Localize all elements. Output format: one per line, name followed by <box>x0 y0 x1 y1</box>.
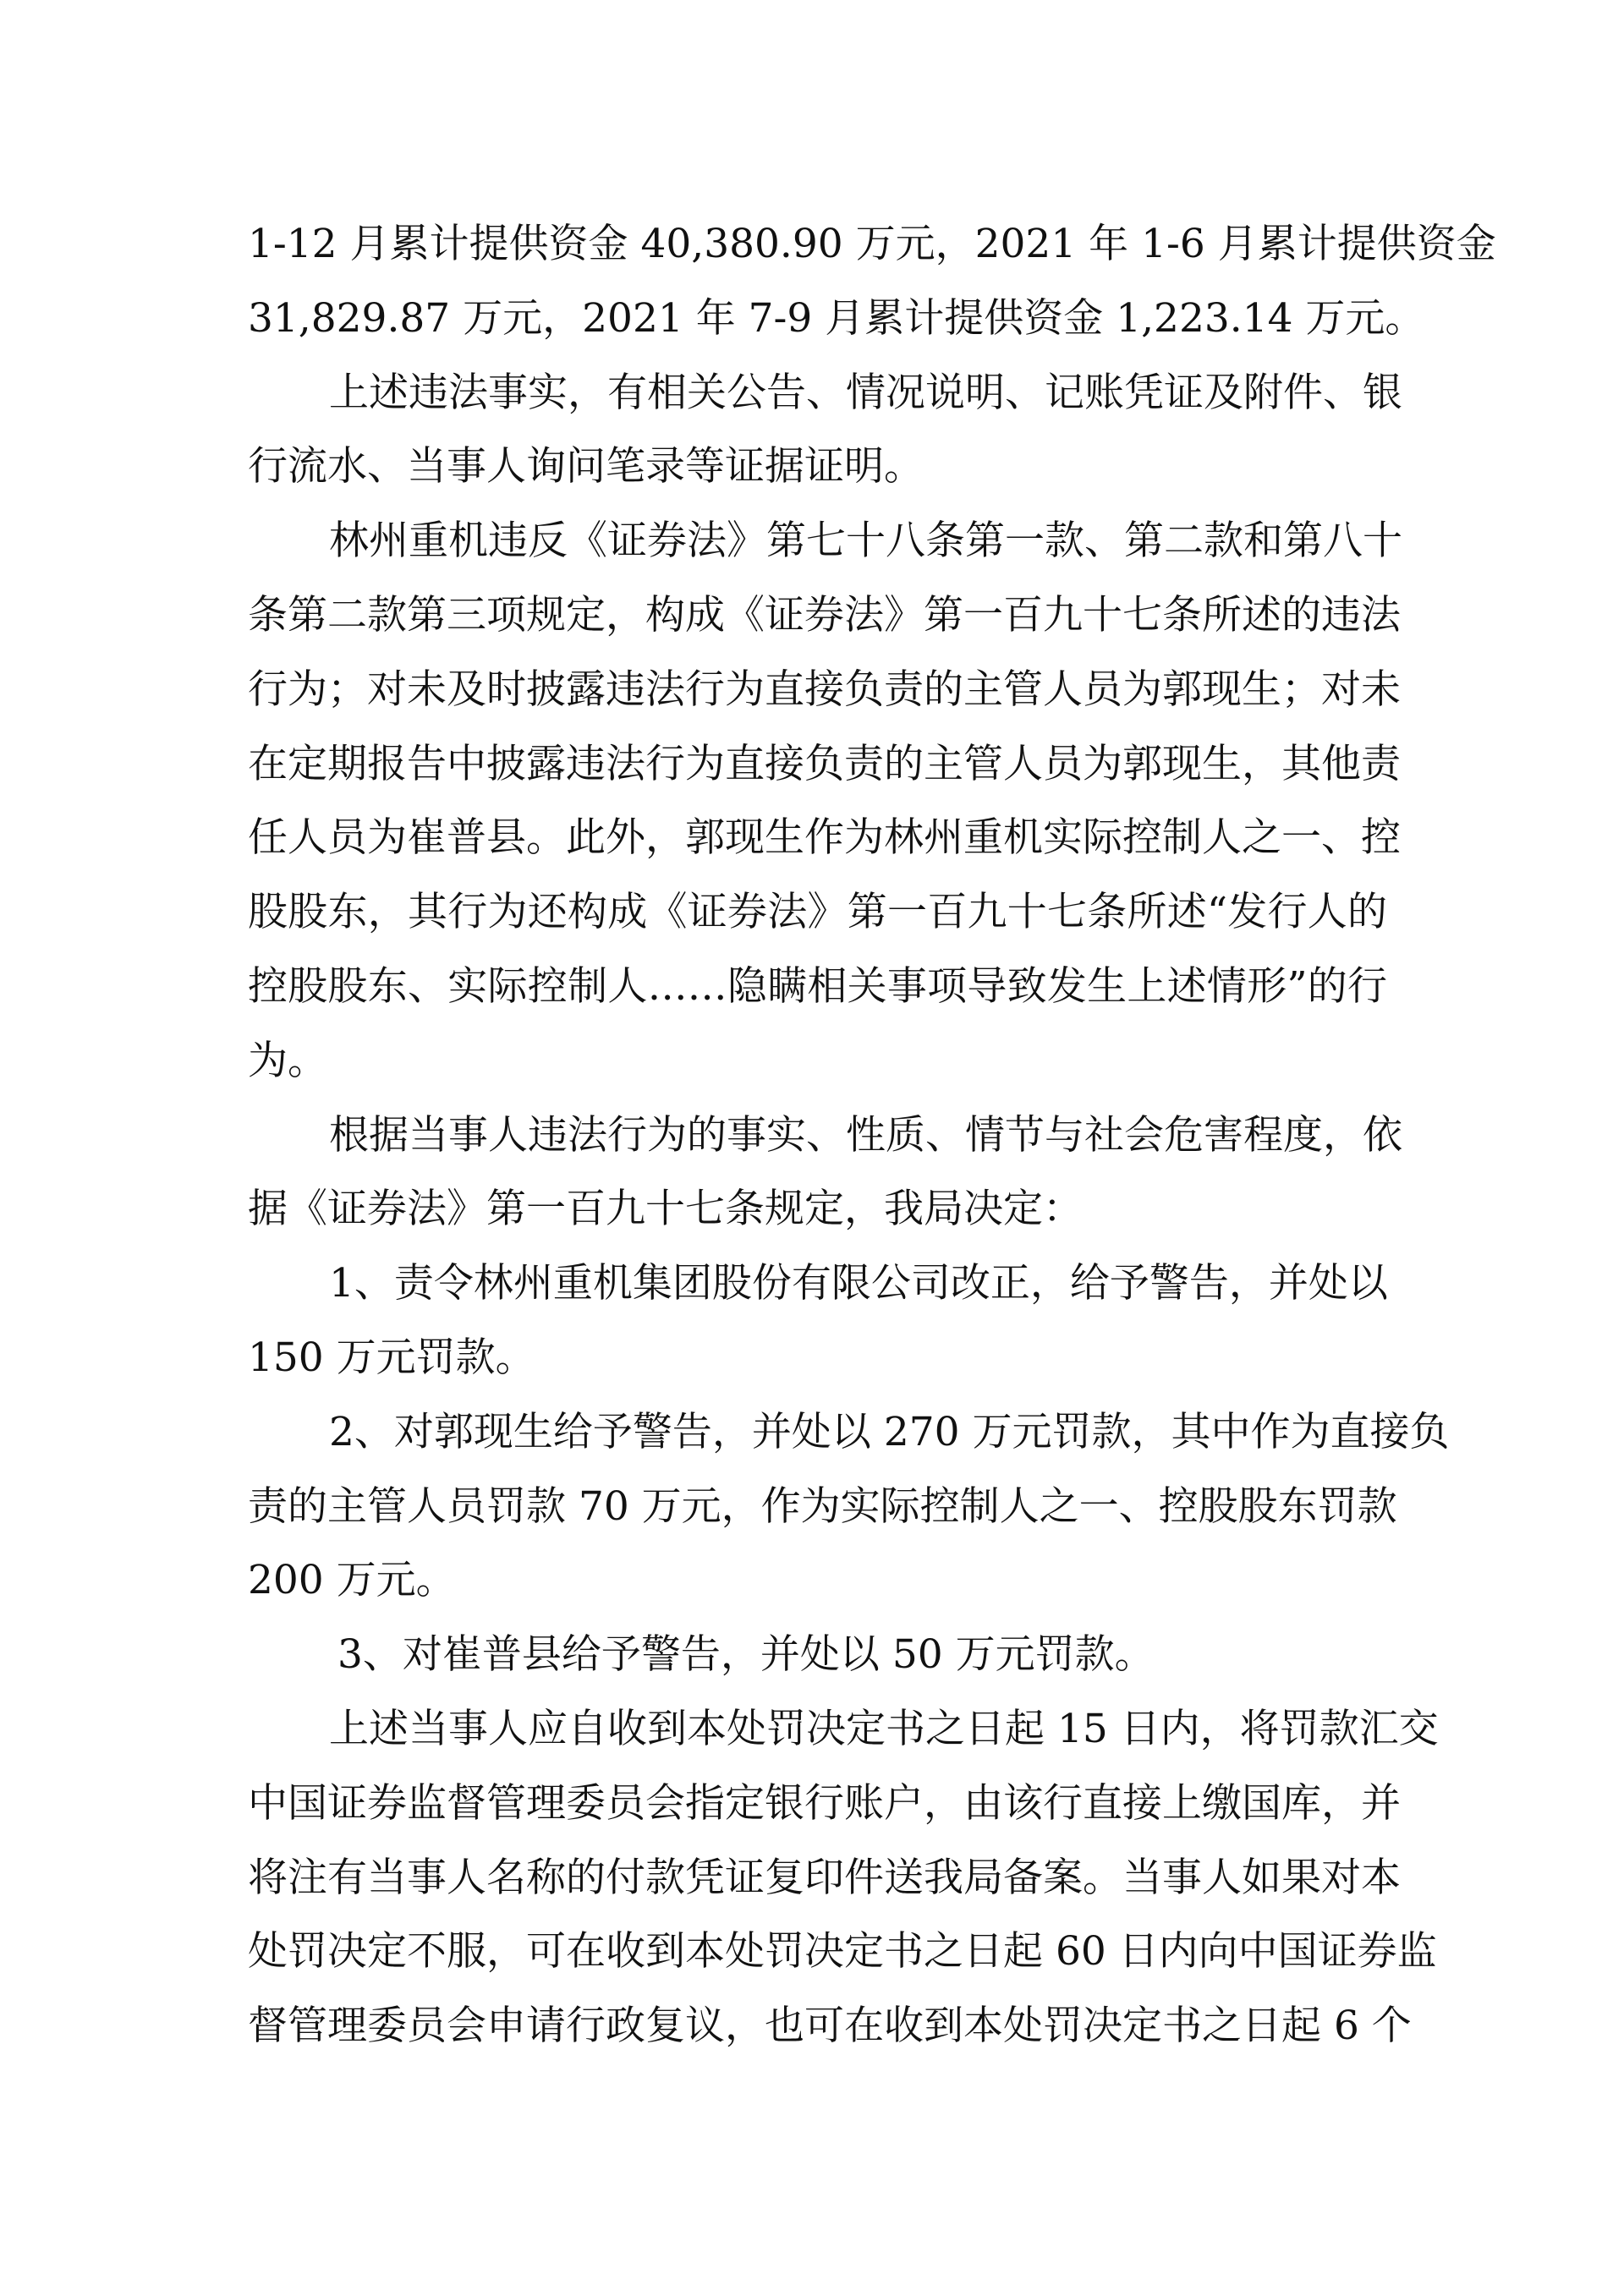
text-line: 1、责令林州重机集团股份有限公司改正，给予警告，并处以 <box>329 1260 1388 1307</box>
text-line: 上述当事人应自收到本处罚决定书之日起 15 日内，将罚款汇交 <box>329 1705 1439 1752</box>
text-line: 3、对崔普县给予警告，并处以 50 万元罚款。 <box>337 1631 1155 1679</box>
text-line: 将注有当事人名称的付款凭证复印件送我局备案。当事人如果对本 <box>248 1854 1401 1901</box>
text-line: 股股东，其行为还构成《证券法》第一百九十七条所述“发行人的 <box>248 889 1387 936</box>
text-line: 处罚决定不服，可在收到本处罚决定书之日起 60 日内向中国证券监 <box>248 1928 1437 1975</box>
text-line: 行流水、当事人询问笔录等证据证明。 <box>248 443 924 490</box>
text-line: 督管理委员会申请行政复议，也可在收到本处罚决定书之日起 6 个 <box>248 2003 1412 2050</box>
paragraph <box>248 356 1402 505</box>
text-line: 150 万元罚款。 <box>248 1334 535 1381</box>
text-line: 31,829.87 万元，2021 年 7-9 月累计提供资金 1,223.14 万元。 <box>248 294 1425 342</box>
paragraph <box>248 1395 1450 1618</box>
paragraph <box>248 1618 1387 1692</box>
text-line: 责的主管人员罚款 70 万元，作为实际控制人之一、控股股东罚款 <box>248 1482 1397 1530</box>
text-line: 2、对郭现生给予警告，并处以 270 万元罚款，其中作为直接负 <box>329 1408 1450 1455</box>
text-line: 中国证券监督管理委员会指定银行账户，由该行直接上缴国库，并 <box>248 1779 1401 1827</box>
text-line: 条第二款第三项规定，构成《证券法》第一百九十七条所述的违法 <box>248 591 1401 638</box>
paragraph <box>248 504 1402 1098</box>
paragraph <box>248 207 1496 356</box>
text-line: 控股股东、实际控制人……隐瞒相关事项导致发生上述情形”的行 <box>248 962 1387 1010</box>
text-line: 上述违法事实，有相关公告、情况说明、记账凭证及附件、银 <box>329 369 1402 416</box>
text-line: 任人员为崔普县。此外，郭现生作为林州重机实际控制人之一、控 <box>248 814 1401 862</box>
text-line: 行为；对未及时披露违法行为直接负责的主管人员为郭现生；对未 <box>248 666 1401 713</box>
paragraph <box>248 1692 1439 2063</box>
paragraph <box>248 1099 1402 1247</box>
text-line: 为。 <box>248 1037 327 1084</box>
text-line: 根据当事人违法行为的事实、性质、情节与社会危害程度，依 <box>329 1111 1402 1159</box>
paragraph <box>248 1247 1387 1395</box>
text-line: 在定期报告中披露违法行为直接负责的主管人员为郭现生，其他责 <box>248 740 1401 787</box>
text-line: 林州重机违反《证券法》第七十八条第一款、第二款和第八十 <box>329 518 1402 565</box>
text-line: 1-12 月累计提供资金 40,380.90 万元，2021 年 1-6 月累计提供资金 <box>248 221 1496 267</box>
text-line: 200 万元。 <box>248 1557 456 1604</box>
text-line: 据《证券法》第一百九十七条规定，我局决定： <box>248 1186 1083 1233</box>
document-page <box>248 207 1496 2063</box>
